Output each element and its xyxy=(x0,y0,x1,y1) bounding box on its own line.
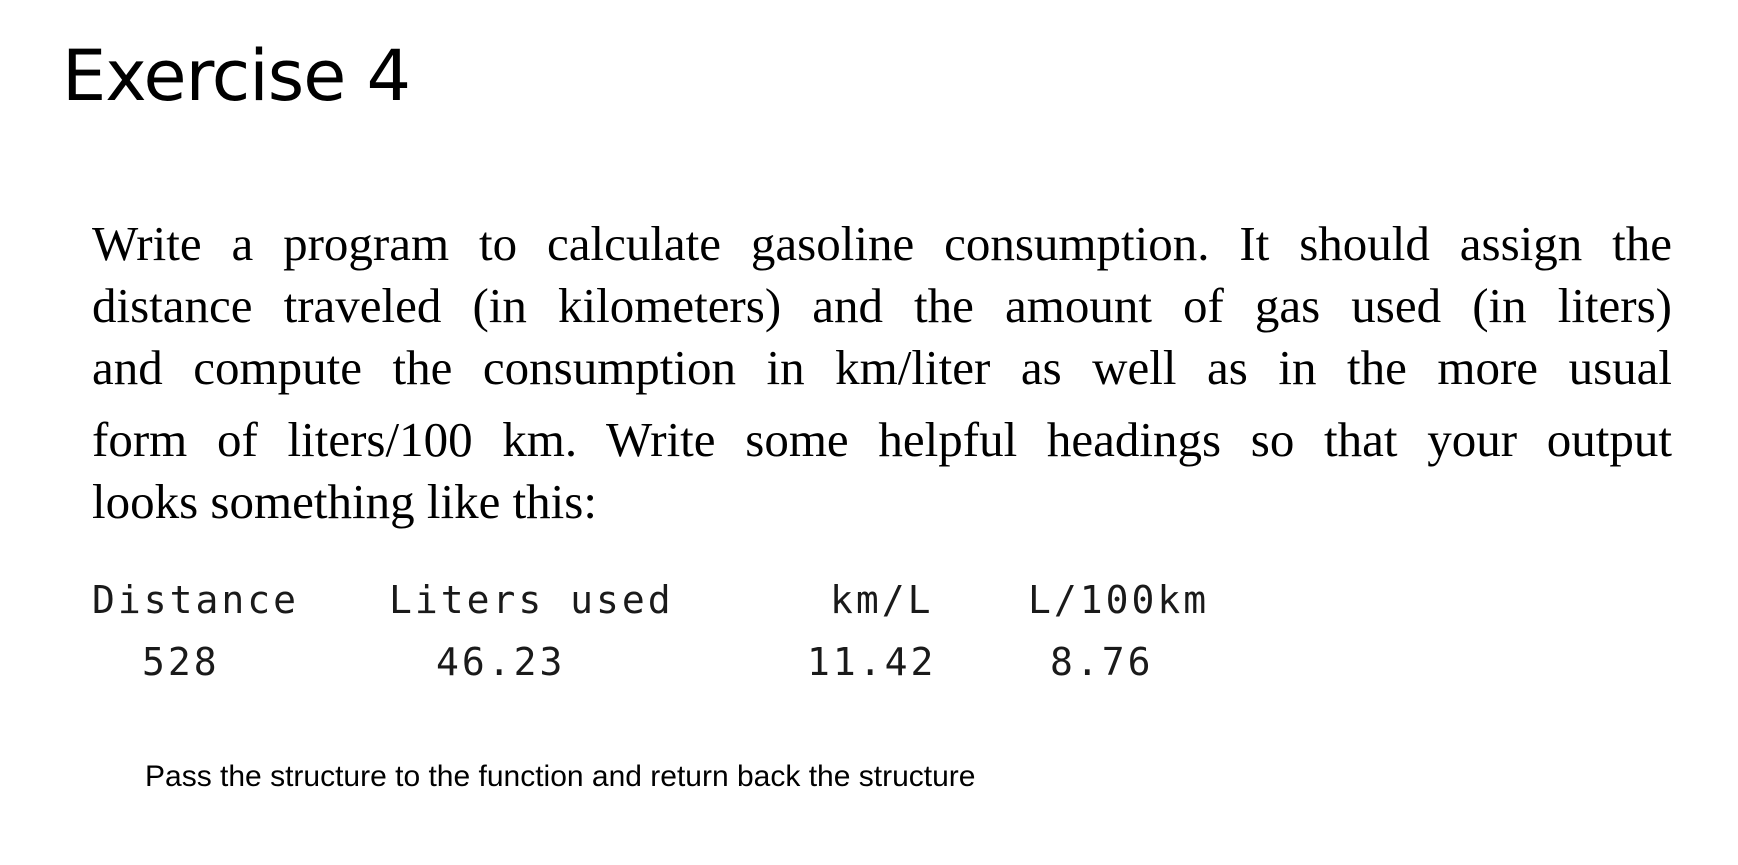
value-liters-used: 46.23 xyxy=(436,640,566,684)
exercise-description xyxy=(92,213,1672,533)
header-liters-per-100km: L/100km xyxy=(1028,578,1210,622)
value-km-per-liter: 11.42 xyxy=(807,640,937,684)
footnote: Pass the structure to the function and return back the structure xyxy=(145,760,976,793)
header-distance: Distance xyxy=(92,578,300,622)
description-line: and compute the consumption in km/liter as well as in the more usual xyxy=(92,340,1672,395)
description-line: form of liters/100 km. Write some helpful headings so that your output xyxy=(92,412,1672,467)
description-line: looks something like this: xyxy=(92,474,597,529)
value-distance: 528 xyxy=(142,640,220,684)
header-km-per-liter: km/L xyxy=(830,578,934,622)
value-liters-per-100km: 8.76 xyxy=(1050,640,1154,684)
header-liters-used: Liters used xyxy=(389,578,674,622)
slide-title: Exercise 4 xyxy=(62,35,411,117)
description-line: distance traveled (in kilometers) and the amount of gas used (in liters) xyxy=(92,278,1672,333)
description-line: Write a program to calculate gasoline consumption. It should assign the xyxy=(92,216,1672,271)
